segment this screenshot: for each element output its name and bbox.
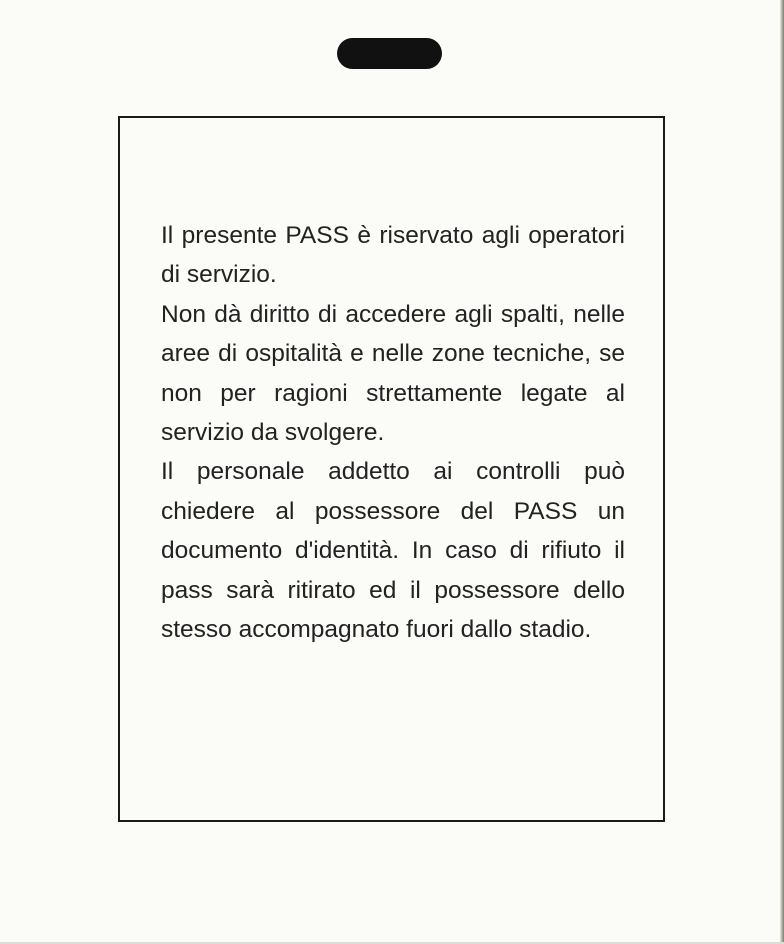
notice-paragraph-pass-reserved: Il presente PASS è riservato agli operatori di servizio. — [161, 222, 625, 289]
notice-paragraph-access-restrictions: Non dà diritto di accedere agli spalti, nelle aree di ospitalità e nelle zone tecniche, se non per ragioni strettamente legate al servizio da svolgere. — [161, 300, 625, 447]
lanyard-slot — [337, 38, 442, 69]
pass-notice — [161, 216, 625, 649]
notice-paragraph-identity-check: Il personale addetto ai controlli può chiedere al possessore del PASS un documento d'identità. In caso di rifiuto il pass sarà ritirato ed il possessore dello stesso accompagnato fuori dallo stadio. — [161, 458, 625, 644]
card-right-edge — [780, 0, 784, 944]
